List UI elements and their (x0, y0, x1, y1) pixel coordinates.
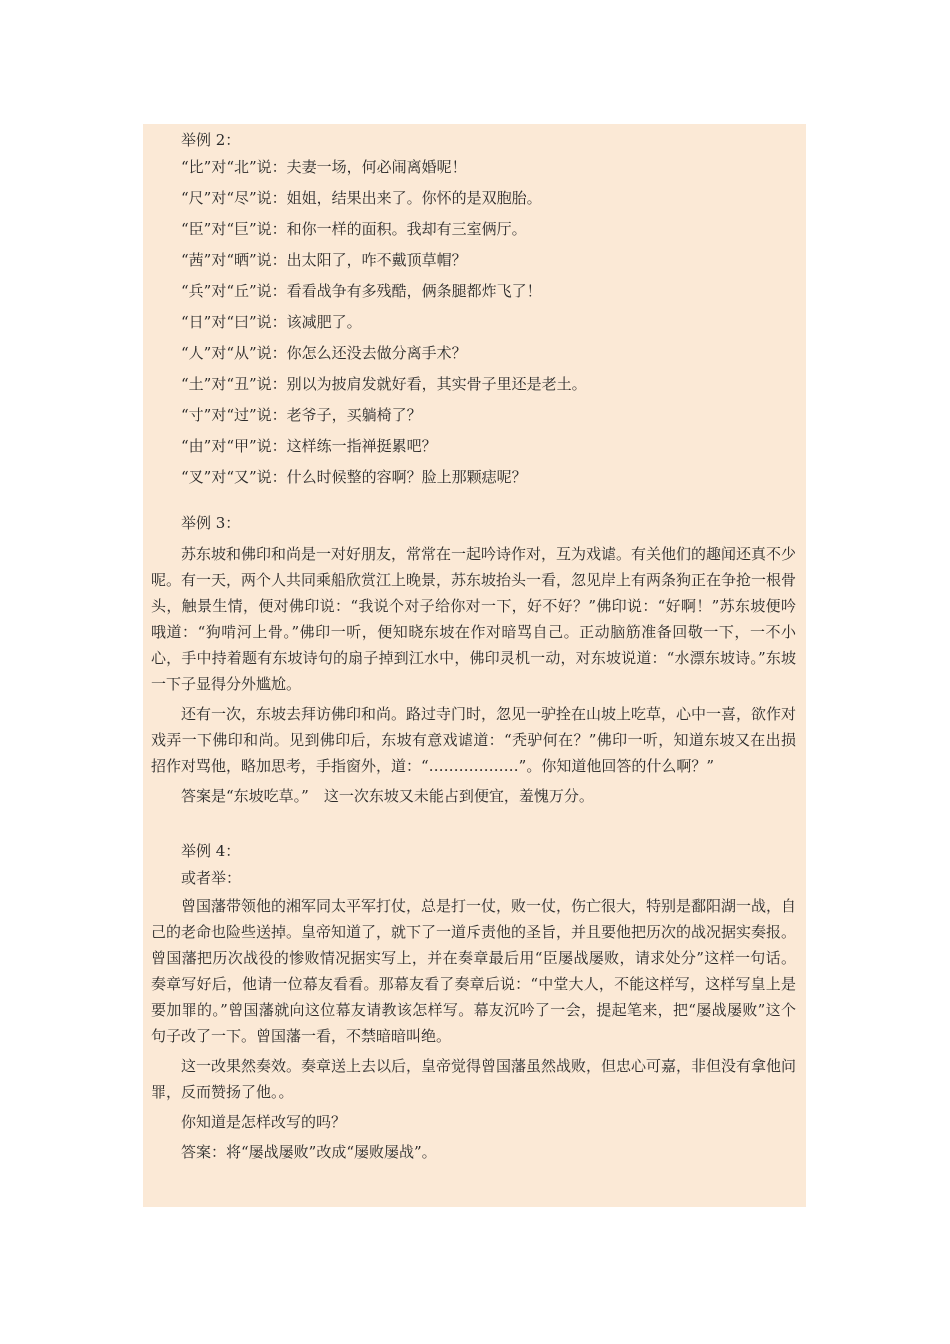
example3-heading: 举例 3： (181, 514, 241, 532)
example3-paragraph: 还有一次，东坡去拜访佛印和尚。路过寺门时，忽见一驴拴在山坡上吃草，心中一喜，欲作对戏弄一下佛印和尚。见到佛印后，东坡有意戏谑道：“秃驴何在？”佛印一听，知道东坡又在出损招作对骂他，略加思考，手指窗外，道：“………………”。你知道他回答的什么啊？” (151, 705, 797, 775)
dialogue-line: “寸”对“过”说：老爷子，买躺椅了？ (181, 406, 422, 424)
example3-paragraph: 苏东坡和佛印和尚是一对好朋友，常常在一起吟诗作对，互为戏谑。有关他们的趣闻还真不少呢。有一天，两个人共同乘船欣赏江上晚景，苏东坡抬头一看，忽见岸上有两条狗正在争抢一根骨头，触景生情，便对佛印说：“我说个对子给你对一下，好不好？”佛印说：“好啊！”苏东坡便吟哦道：“狗啃河上骨。”佛印一听，便知晓东坡在作对暗骂自己。正动脑筋准备回敬一下，一不小心，手中持着题有东坡诗句的扇子掉到江水中，佛印灵机一动，对东坡说道：“水漂东坡诗。”东坡一下子显得分外尴尬。 (151, 545, 797, 693)
dialogue-line: “由”对“甲”说：这样练一指禅挺累吧？ (181, 437, 437, 455)
example2-heading: 举例 2： (181, 131, 241, 149)
example4-subheading: 或者举： (181, 869, 242, 887)
example4-heading: 举例 4： (181, 842, 241, 860)
dialogue-line: “尺”对“尽”说：姐姐，结果出来了。你怀的是双胞胎。 (181, 189, 542, 207)
dialogue-line: “土”对“丑”说：别以为披肩发就好看，其实骨子里还是老土。 (181, 375, 587, 393)
dialogue-line: “叉”对“又”说：什么时候整的容啊？脸上那颗痣呢？ (181, 468, 527, 486)
dialogue-line: “茜”对“晒”说：出太阳了，咋不戴顶草帽？ (181, 251, 467, 269)
document-panel (143, 124, 806, 1207)
example4-paragraph: 曾国藩带领他的湘军同太平军打仗，总是打一仗，败一仗，伤亡很大，特别是鄱阳湖一战，自己的老命也险些送掉。皇帝知道了，就下了一道斥责他的圣旨，并且要他把历次的战况据实奏报。曾国藩把历次战役的惨败情况据实写上，并在奏章最后用“臣屡战屡败，请求处分”这样一句话。奏章写好后，他请一位幕友看看。那幕友看了奏章后说：“中堂大人，不能这样写，这样写皇上是要加罪的。”曾国藩就向这位幕友请教该怎样写。幕友沉吟了一会，提起笔来，把“屡战屡败”这个句子改了一下。曾国藩一看，不禁暗暗叫绝。 (151, 897, 797, 1045)
dialogue-line: “比”对“北”说：夫妻一场，何必闹离婚呢！ (181, 158, 467, 176)
dialogue-line: “日”对“曰”说：该减肥了。 (181, 313, 362, 331)
dialogue-line: “兵”对“丘”说：看看战争有多残酷，俩条腿都炸飞了！ (181, 282, 542, 300)
example2-lines (151, 152, 796, 493)
dialogue-line: “人”对“从”说：你怎么还没去做分离手术？ (181, 344, 467, 362)
example4-answer: 答案：将“屡战屡败”改成“屡败屡战”。 (181, 1143, 437, 1161)
example4-paragraph: 这一改果然奏效。奏章送上去以后，皇帝觉得曾国藩虽然战败，但忠心可嘉，非但没有拿他问罪，反而赞扬了他。。 (151, 1057, 797, 1101)
example4-question: 你知道是怎样改写的吗？ (181, 1113, 347, 1131)
example3-answer: 答案是“东坡吃草。” 这一次东坡又未能占到便宜，羞愧万分。 (181, 787, 594, 805)
dialogue-line: “臣”对“巨”说：和你一样的面积。我却有三室俩厅。 (181, 220, 527, 238)
